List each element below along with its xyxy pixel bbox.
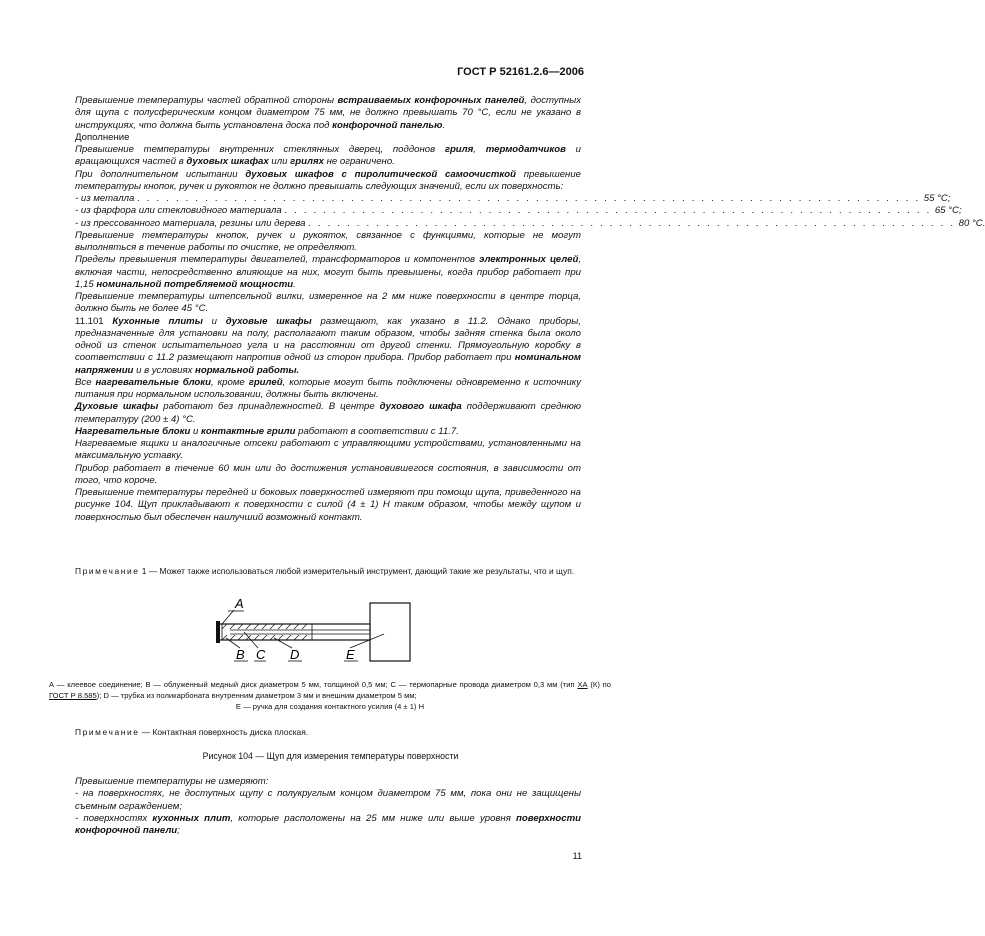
paragraph: Превышение температуры не измеряют: — [75, 776, 269, 787]
text: работают в соответствии с 11.7. — [295, 425, 459, 437]
text: При дополнительном испытании — [75, 168, 246, 180]
link-xa[interactable]: ХА — [577, 680, 588, 689]
term: контактные грили — [201, 425, 296, 437]
term: духовые шкафы — [225, 315, 312, 327]
text: Превышение температуры частей обратной стороны — [75, 95, 338, 106]
paragraph — [75, 316, 581, 377]
text: , включая части, непосредственно влияющие на них, могут быть превышены, когда прибор работает при 1,15 — [75, 254, 581, 290]
note-text: 1 — Может также использоваться любой измерительный инструмент, дающий такие же результаты, что и щуп. — [139, 566, 575, 576]
probe-figure — [200, 590, 440, 672]
text: , кроме — [211, 376, 249, 388]
paragraph: Дополнение — [75, 131, 130, 143]
text: , которые могут быть подключены одновременно к источнику питания при нормальном использовании, должны быть включены. — [75, 376, 581, 400]
text: Все — [75, 376, 96, 388]
handle-shape — [370, 603, 410, 661]
term: нагревательные блоки — [95, 376, 211, 388]
list-label: - из фарфора или стекловидного материала — [75, 205, 282, 217]
legend-text: (К) по — [587, 680, 611, 689]
page-number: 11 — [572, 851, 582, 861]
text: и в условиях — [133, 364, 196, 376]
label-c: C — [256, 647, 266, 662]
label-d: D — [290, 647, 300, 662]
paragraph — [75, 377, 581, 402]
term: грилях — [290, 156, 324, 168]
paragraph: Превышение температуры штепсельной вилки, измеренное на 2 мм ниже поверхности в центре торца, должно быть не более 45 °С. — [75, 291, 581, 315]
list-item — [75, 205, 962, 217]
text: - поверхностях — [75, 812, 153, 824]
paragraph: - на поверхностях, не доступных щупу с полукруглым концом диаметром 75 мм, пока они не защищены съемным ограждением; — [75, 788, 581, 812]
term: Кухонные плиты — [112, 315, 203, 327]
figure-legend — [49, 679, 611, 713]
term: духовых шкафов с пиролитической самоочисткой — [245, 168, 516, 180]
leader-dots: . . . . . . . . . . . . . . . . . . . . . . . . . . . . . . . . . . . . . . . . . . . . . . . . . . . . . . . . . . . . . . . . . . . — [308, 217, 956, 229]
disk-shape — [216, 621, 220, 643]
section-number: 11.101 — [75, 315, 104, 327]
paragraph — [75, 426, 581, 438]
term: Духовые шкафы — [75, 401, 159, 413]
label-e: E — [346, 647, 355, 662]
text: Превышение температуры внутренних стеклянных дверец, поддонов — [75, 144, 445, 155]
main-text — [75, 95, 985, 524]
paragraph — [75, 254, 581, 291]
paragraph — [75, 401, 581, 426]
note-2 — [75, 727, 581, 738]
text: Пределы превышения температуры двигателей, трансформаторов и компонентов — [75, 254, 480, 266]
term: конфорочной панелью — [332, 119, 443, 131]
text: ; — [177, 825, 180, 836]
leader-dots: . . . . . . . . . . . . . . . . . . . . . . . . . . . . . . . . . . . . . . . . . . . . . . . . . . . . . . . . . . . . . . . . . . . — [284, 205, 932, 217]
list-value: 80 °С. — [958, 217, 985, 229]
list-label: - из металла — [75, 193, 135, 204]
paragraph: Нагреваемые ящики и аналогичные отсеки работают с управляющими устройствами, установленными на максимальную уставку. — [75, 438, 581, 462]
text: , которые расположены на 25 мм ниже или выше уровня — [230, 812, 517, 824]
term: грилей — [248, 376, 283, 388]
text: , доступных для щупа с полусферическим концом диаметром 75 мм, не должно превышать 70 °С, если не указано в инструкциях, что должна быть установлена доска под — [75, 95, 581, 131]
legend-text: А — клеевое соединение; В — облуженный медный диск диаметром 5 мм, толщиной 0,5 мм; С — термопарные провода диаметром 0,3 мм (тип — [49, 680, 578, 689]
paragraph — [75, 95, 581, 132]
list-item — [75, 193, 951, 205]
list-value: 65 °С; — [934, 205, 962, 217]
legend-text: ); D — трубка из поликарбоната внутренним диаметром 3 мм и внешним диаметром 5 мм; — [96, 691, 417, 701]
figure-caption: Рисунок 104 — Щуп для измерения температуры поверхности — [202, 751, 459, 761]
leader-dots: . . . . . . . . . . . . . . . . . . . . . . . . . . . . . . . . . . . . . . . . . . . . . . . . . . . . . . . . . . . . . . . . . . . . . . . . . . . . . . . . . — [137, 193, 921, 204]
note-label: Примечание — [75, 566, 140, 576]
text: размещают, как указано в 11.2. Однако приборы, предназначенные для установки на полу, располагают таким образом, чтобы задняя стенка была около одной из стенок испытательного угла и на расстоянии от другой стенки. Прямоугольную коробку в соответствии с 11.2 размещают напротив одной из сторон прибора. Прибор работает при — [75, 315, 581, 364]
term: нормальной работы. — [195, 364, 300, 376]
paragraph: Превышение температуры передней и боковых поверхностей измеряют при помощи щупа, приведенного на рисунке 104. Щуп прикладывают к поверхности с силой (4 ± 1) Н таким образом, чтобы между щупом и поверхностью был обеспечен наилучший возможный контакт. — [75, 487, 581, 523]
text: и — [202, 315, 226, 327]
list-value: 55 °С; — [923, 193, 951, 204]
legend-text: Е — ручка для создания контактного усилия (4 ± 1) Н — [235, 702, 425, 712]
label-b: B — [236, 647, 245, 662]
term: духовых шкафах — [186, 156, 269, 168]
paragraph: Превышение температуры кнопок, ручек и рукояток, связанное с функциями, которые не могут выполняться в течение работы по очистке, не определяют. — [75, 229, 581, 253]
note-1 — [75, 566, 581, 577]
text: . — [293, 278, 296, 290]
link-gost[interactable]: ГОСТ Р 8.585 — [49, 691, 97, 701]
term: кухонных плит — [152, 812, 231, 824]
paragraph: Прибор работает в течение 60 мин или до достижения установившегося состояния, в зависимости от того, что короче. — [75, 462, 581, 486]
term: встраиваемых конфорочных панелей — [337, 95, 525, 106]
term: номинальном напряжении — [75, 352, 581, 376]
term: гриля — [444, 144, 474, 155]
document-header: ГОСТ Р 52161.2.6—2006 — [457, 66, 584, 78]
bottom-text — [75, 776, 581, 837]
text: . — [442, 119, 446, 131]
list-item — [75, 217, 985, 230]
note-text: — Контактная поверхность диска плоская. — [139, 727, 309, 737]
note-label: Примечание — [75, 727, 140, 737]
list-label: - из прессованного материала, резины или дерева — [75, 217, 306, 229]
term: термодатчиков — [485, 144, 566, 155]
term: духового шкафа — [379, 401, 462, 413]
term: номинальной потребляемой мощности — [96, 278, 294, 290]
term: Нагревательные блоки — [75, 425, 191, 437]
text: превышение температуры кнопок, ручек и рукояток не должно превышать следующих значений, если их поверхность: — [75, 168, 581, 192]
term: поверхности конфорочной панели — [75, 812, 581, 836]
term: электронных целей — [479, 254, 579, 266]
label-a: A — [235, 596, 244, 611]
text: работают без принадлежностей. В центре — [158, 401, 380, 413]
text: и — [190, 425, 202, 437]
paragraph — [75, 813, 581, 838]
text: не ограничено. — [323, 156, 395, 168]
text: и вращающихся частей в — [75, 144, 581, 168]
text: поддерживают среднюю температуру (200 ± 4) °С. — [75, 401, 582, 425]
paragraph — [75, 169, 581, 194]
text: или — [268, 156, 291, 168]
text: , — [473, 144, 486, 155]
paragraph — [75, 144, 581, 169]
